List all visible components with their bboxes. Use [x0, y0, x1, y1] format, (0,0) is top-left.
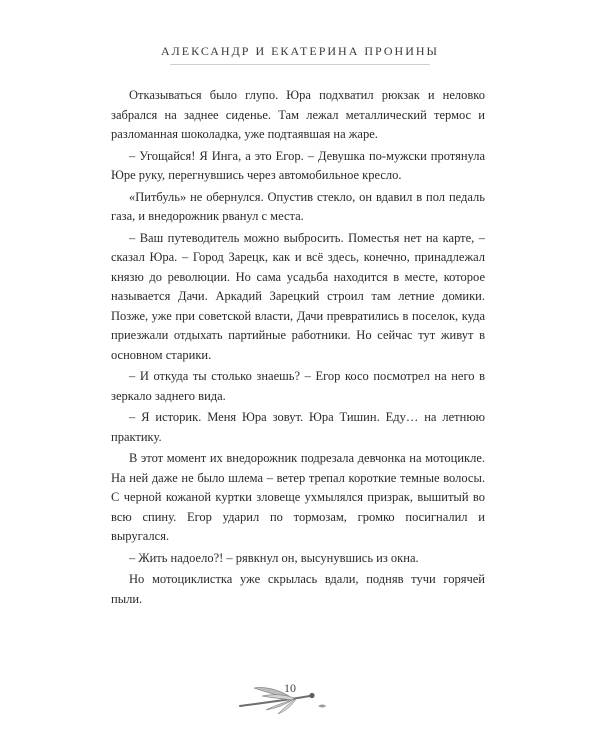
paragraph: – И откуда ты столько знаешь? – Егор косо посмотрел на него в зеркало заднего вида.	[111, 369, 485, 403]
paragraph: Отказываться было глупо. Юра подхватил рюкзак и неловко забрался на заднее сиденье. Там лежал металлический термос и разломанная шоколадка, уже подтаявшая на жаре.	[111, 88, 485, 141]
paragraph: – Я историк. Меня Юра зовут. Юра Тишин. Еду… на летнюю практику.	[111, 410, 485, 444]
body-text	[111, 86, 485, 611]
header-rule	[170, 64, 430, 65]
paragraph: Но мотоциклистка уже скрылась вдали, подняв тучи горячей пыли.	[111, 572, 485, 606]
paragraph: – Ваш путеводитель можно выбросить. Поместья нет на карте, – сказал Юра. – Город Зарецк, как и всё здесь, конечно, принадлежал князю до революции. Но сама усадьба находится в месте, которое называется Дачи. Аркадий Зарецкий строил там летние домики. Позже, уже при советской власти, Дачи превратились в поселок, куда приезжали отдыхать партийные работники. Но сейчас тут живут в основном старики.	[111, 230, 485, 362]
page-number: 10	[284, 681, 296, 695]
paragraph: «Питбуль» не обернулся. Опустив стекло, он вдавил в пол педаль газа, и внедорожник рванул с места.	[111, 189, 485, 223]
running-head: АЛЕКСАНДР И ЕКАТЕРИНА ПРОНИНЫ	[161, 44, 439, 58]
paragraph: – Угощайся! Я Инга, а это Егор. – Девушка по-мужски протянула Юре руку, перегнувшись через автомобильное кресло.	[111, 148, 485, 182]
paragraph: – Жить надоело?! – рявкнул он, высунувшись из окна.	[129, 550, 419, 565]
paragraph: В этот момент их внедорожник подрезала девчонка на мотоцикле. На ней даже не было шлема – ветер трепал короткие темные волосы. С черной кожаной куртки зловеще ухмылялся призрак, вышитый во всю спину. Егор ударил по тормозам, громко посигналил и выругался.	[111, 451, 485, 543]
